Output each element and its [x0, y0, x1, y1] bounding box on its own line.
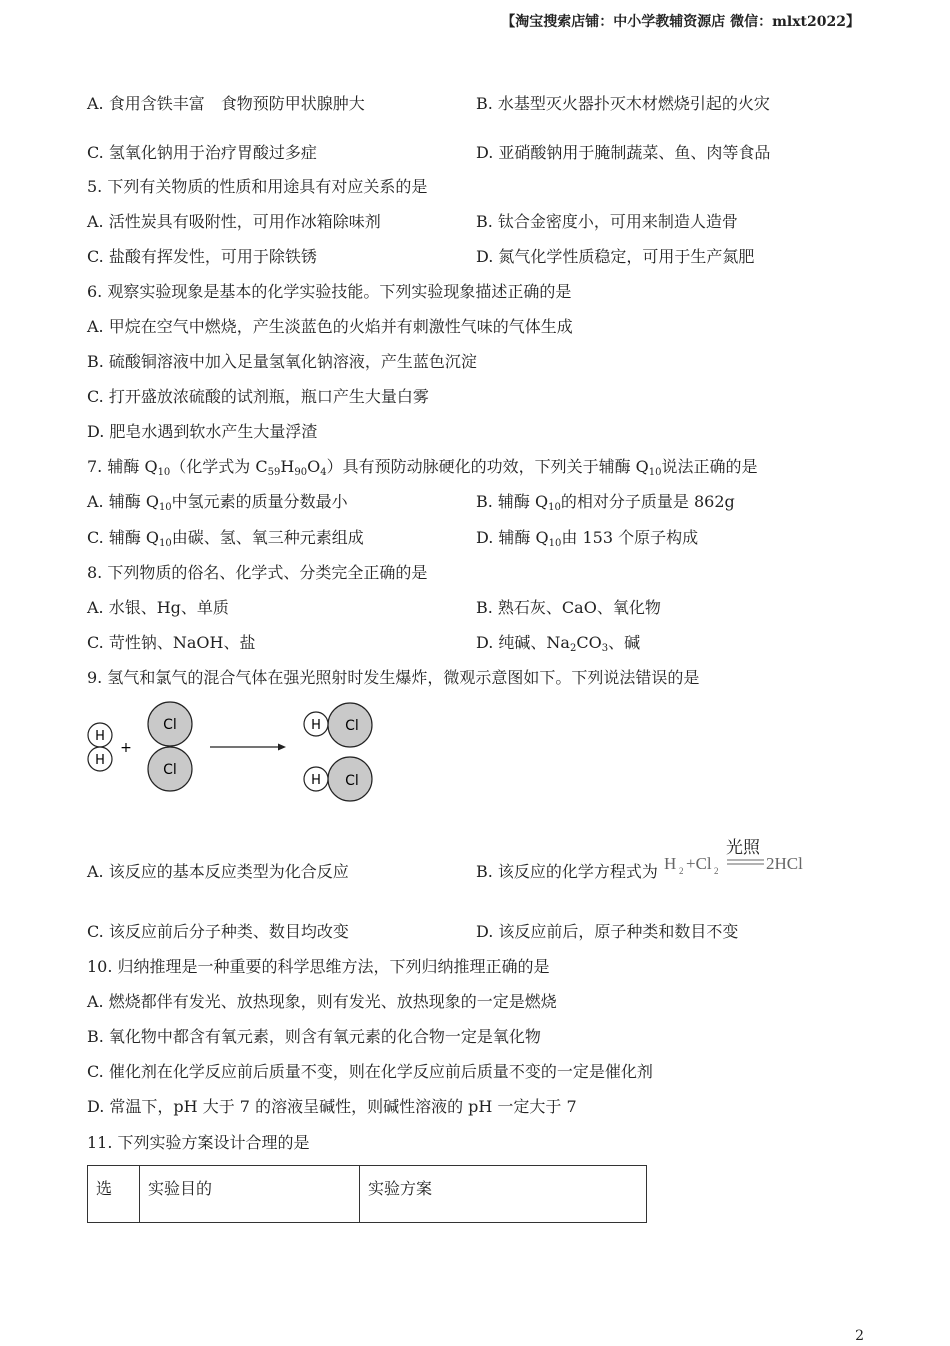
- chlorine-atom-label: Cl: [163, 717, 177, 733]
- table-header-cell: 选: [88, 1166, 140, 1223]
- reaction-arrow: [210, 744, 286, 751]
- q7-option-a: A. 辅酶 $Q_{10}$中氢元素的质量分数最小: [87, 492, 348, 513]
- table-header-row: [88, 1166, 647, 1223]
- q5-stem: 5. 下列有关物质的性质和用途具有对应关系的是: [87, 177, 428, 196]
- table-header-cell: 实验方案: [360, 1166, 647, 1223]
- q10-option-b: B. 氧化物中都含有氧元素，则含有氧元素的化合物一定是氧化物: [87, 1027, 541, 1046]
- hydrogen-molecule: [88, 723, 112, 771]
- hcl-molecule: [304, 757, 372, 801]
- q8-option-c: C. 苛性钠、NaOH、盐: [87, 633, 256, 652]
- q6-option-a: A. 甲烷在空气中燃烧，产生淡蓝色的火焰并有刺激性气味的气体生成: [87, 317, 573, 336]
- q5-option-c: C. 盐酸有挥发性，可用于除铁锈: [87, 247, 317, 266]
- q7-stem: 7. 辅酶 $Q_{10}$（化学式为 $C_{59}H_{90}O_4$）具有预防动脉硬化的功效，下列关于辅酶 $Q_{10}$说法正确的是: [87, 457, 758, 478]
- q5-option-a: A. 活性炭具有吸附性，可用作冰箱除味剂: [87, 212, 381, 231]
- q4-option-a: A. 食用含铁丰富 食物预防甲状腺肿大: [87, 94, 365, 113]
- chlorine-atom-label: Cl: [345, 718, 359, 734]
- eq-h: H: [664, 854, 677, 873]
- q6-option-d: D. 肥皂水遇到软水产生大量浮渣: [87, 422, 318, 441]
- plus-sign: +: [120, 740, 132, 756]
- q7-option-d: D. 辅酶 $Q_{10}$由 153 个原子构成: [476, 528, 699, 549]
- eq-sub: 2: [679, 866, 684, 876]
- hydrogen-atom-label: H: [95, 729, 105, 744]
- table-header-cell: 实验目的: [140, 1166, 360, 1223]
- q10-option-c: C. 催化剂在化学反应前后质量不变，则在化学反应前后质量不变的一定是催化剂: [87, 1062, 653, 1081]
- q4-option-c: C. 氢氧化钠用于治疗胃酸过多症: [87, 143, 317, 162]
- q9-option-b-text: B. 该反应的化学方程式为: [476, 862, 658, 881]
- page-number: 2: [855, 1328, 864, 1344]
- q4-option-d: D. 亚硝酸钠用于腌制蔬菜、鱼、肉等食品: [476, 143, 771, 162]
- q7-option-c: C. 辅酶 $Q_{10}$由碳、氢、氧三种元素组成: [87, 528, 364, 549]
- q6-option-b: B. 硫酸铜溶液中加入足量氢氧化钠溶液，产生蓝色沉淀: [87, 352, 477, 371]
- q8-option-d: D. 纯碱、$Na_2CO_3$、碱: [476, 633, 641, 654]
- page-header-watermark: 【淘宝搜索店铺：中小学教辅资源店 微信：mlxt2022】: [501, 14, 860, 30]
- q9-option-b-equation: [664, 836, 824, 886]
- q9-option-a: A. 该反应的基本反应类型为化合反应: [87, 862, 349, 881]
- q6-stem: 6. 观察实验现象是基本的化学实验技能。下列实验现象描述正确的是: [87, 282, 572, 301]
- q10-stem: 10. 归纳推理是一种重要的科学思维方法，下列归纳推理正确的是: [87, 957, 550, 976]
- chlorine-atom-label: Cl: [345, 773, 359, 789]
- q8-option-b: B. 熟石灰、CaO、氧化物: [476, 598, 661, 617]
- eq-cl: +Cl: [686, 854, 712, 873]
- q4-option-b: B. 水基型灭火器扑灭木材燃烧引起的火灾: [476, 94, 770, 113]
- q8-option-a: A. 水银、Hg、单质: [87, 598, 229, 617]
- q9-stem: 9. 氢气和氯气的混合气体在强光照射时发生爆炸，微观示意图如下。下列说法错误的是: [87, 668, 700, 687]
- q9-option-d: D. 该反应前后，原子种类和数目不变: [476, 922, 739, 941]
- reaction-micro-diagram: [86, 698, 386, 808]
- chlorine-atom-label: Cl: [163, 762, 177, 778]
- q8-stem: 8. 下列物质的俗名、化学式、分类完全正确的是: [87, 563, 428, 582]
- chlorine-molecule: [148, 702, 192, 791]
- q5-option-d: D. 氮气化学性质稳定，可用于生产氮肥: [476, 247, 755, 266]
- q7-option-b: B. 辅酶 $Q_{10}$的相对分子质量是 862g: [476, 492, 735, 513]
- hydrogen-atom-label: H: [95, 753, 105, 768]
- eq-condition: 光照: [726, 838, 760, 858]
- q11-stem: 11. 下列实验方案设计合理的是: [87, 1133, 310, 1152]
- q5-option-b: B. 钛合金密度小，可用来制造人造骨: [476, 212, 738, 231]
- q9-option-c: C. 该反应前后分子种类、数目均改变: [87, 922, 349, 941]
- eq-product: 2HCl: [766, 854, 803, 873]
- q6-option-c: C. 打开盛放浓硫酸的试剂瓶，瓶口产生大量白雾: [87, 387, 429, 406]
- q10-option-d: D. 常温下，pH 大于 7 的溶液呈碱性，则碱性溶液的 pH 一定大于 7: [87, 1097, 577, 1116]
- experiment-table: [87, 1165, 647, 1223]
- q10-option-a: A. 燃烧都伴有发光、放热现象，则有发光、放热现象的一定是燃烧: [87, 992, 557, 1011]
- hcl-molecule: [304, 703, 372, 747]
- eq-sub: 2: [714, 866, 719, 876]
- hydrogen-atom-label: H: [311, 718, 321, 733]
- hydrogen-atom-label: H: [311, 773, 321, 788]
